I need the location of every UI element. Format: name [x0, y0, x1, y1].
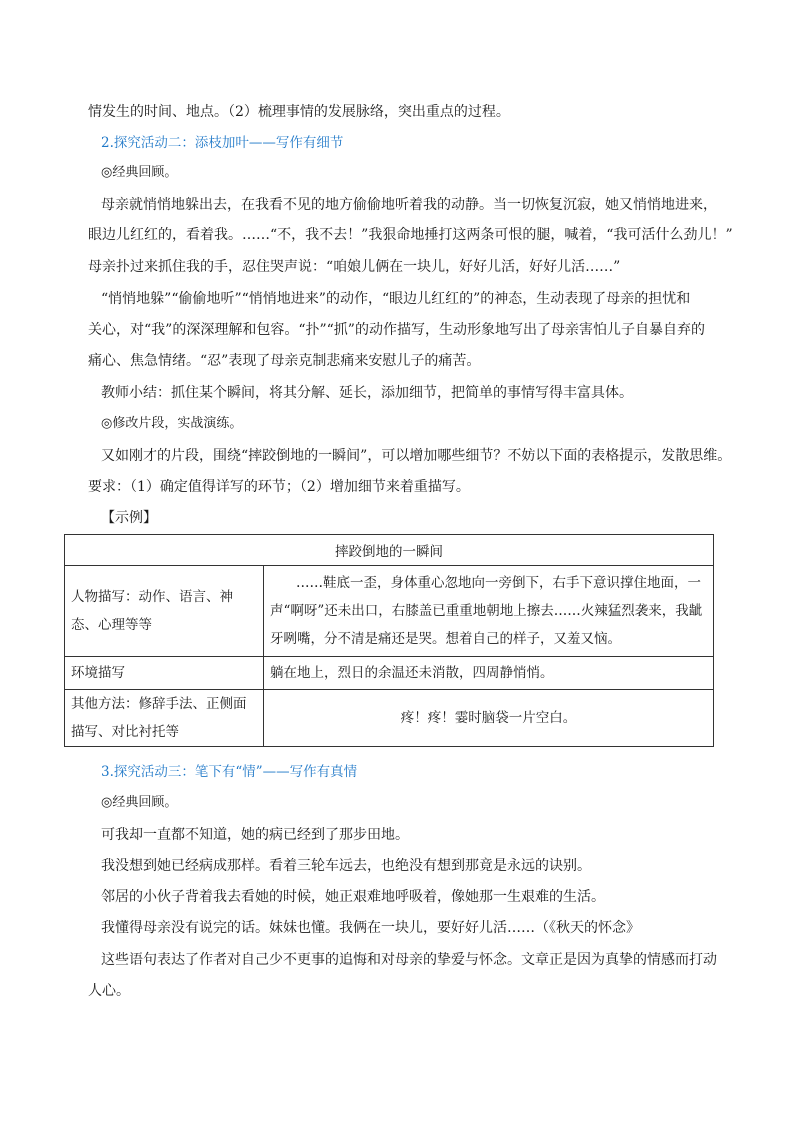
subheading-practice: ◎修改片段，实战演练。 [101, 416, 243, 431]
paragraph-line: 情发生的时间、地点。（2）梳理事情的发展脉络，突出重点的过程。 [88, 104, 510, 120]
quote-line: 可我却一直都不知道，她的病已经到了那步田地。 [101, 827, 409, 843]
analysis-line: “悄悄地躲”“偷偷地听”“悄悄地进来”的动作，“眼边儿红红的”的神态，生动表现了母亲的担忧和 [101, 291, 691, 307]
row-label: 环境描写 [65, 657, 264, 690]
row-content: 躺在地上，烈日的余温还未消散，四周静悄悄。 [264, 657, 714, 690]
quote-line: 邻居的小伙子背着我去看她的时候，她正艰难地呼吸着，像她那一生艰难的生活。 [101, 889, 605, 905]
analysis-line: 这些语句表达了作者对自己少不更事的追悔和对母亲的挚爱与怀念。文章正是因为真挚的情感而打动 [101, 952, 717, 968]
section-heading-2: 2.探究活动二：添枝加叶——写作有细节 [101, 135, 344, 151]
table-row [65, 690, 714, 747]
row-label: 人物描写：动作、语言、神态、心理等等 [65, 566, 264, 657]
practice-line: 又如刚才的片段，围绕“摔跤倒地的一瞬间”，可以增加哪些细节？不妨以下面的表格提示，发散思维。 [101, 448, 732, 464]
requirement-line: 要求：（1）确定值得详写的环节；（2）增加细节来着重描写。 [88, 479, 470, 495]
quote-line: 我懂得母亲没有说完的话。妹妹也懂。我俩在一块儿，要好好儿活……（《秋天的怀念》 [101, 920, 640, 936]
quote-line: 母亲扑过来抓住我的手，忍住哭声说：“咱娘儿俩在一块儿，好好儿活，好好儿活……” [88, 259, 621, 275]
analysis-line: 人心。 [88, 983, 130, 999]
analysis-line: 关心，对“我”的深深理解和包容。“扑”“抓”的动作描写，生动形象地写出了母亲害怕儿子自暴自弃的 [88, 322, 705, 338]
quote-line: 眼边儿红红的，看着我。……“不，我不去！”我狠命地捶打这两条可恨的腿，喊着，“我可活什么劲儿！” [88, 227, 733, 243]
table-title: 摔跤倒地的一瞬间 [65, 535, 714, 566]
quote-line: 我没想到她已经病成那样。看着三轮车远去，也绝没有想到那竟是永远的诀别。 [101, 858, 591, 874]
teacher-summary: 教师小结：抓住某个瞬间，将其分解、延长，添加细节，把简单的事情写得丰富具体。 [101, 385, 633, 401]
section-heading-3: 3.探究活动三：笔下有“情”——写作有真情 [101, 764, 358, 780]
row-content: 疼！疼！霎时脑袋一片空白。 [264, 690, 714, 747]
example-table [64, 534, 714, 747]
row-label: 其他方法：修辞手法、正侧面描写、对比衬托等 [65, 690, 264, 747]
subheading-classic-review-2: ◎经典回顾。 [101, 795, 178, 810]
subheading-classic-review: ◎经典回顾。 [101, 165, 178, 180]
example-label: 【示例】 [101, 510, 157, 526]
table-row [65, 566, 714, 657]
row-content: ……鞋底一歪，身体重心忽地向一旁倒下，右手下意识撑住地面，一声“啊呀”还未出口，右膝盖已重重地朝地上擦去……火辣猛烈袭来，我龇牙咧嘴，分不清是痛还是哭。想着自己的样子，又羞又恼。 [264, 566, 714, 657]
table-row [65, 657, 714, 690]
quote-line: 母亲就悄悄地躲出去，在我看不见的地方偷偷地听着我的动静。当一切恢复沉寂，她又悄悄地进来， [101, 197, 717, 213]
analysis-line: 痛心、焦急情绪。“忍”表现了母亲克制悲痛来安慰儿子的痛苦。 [88, 353, 481, 369]
